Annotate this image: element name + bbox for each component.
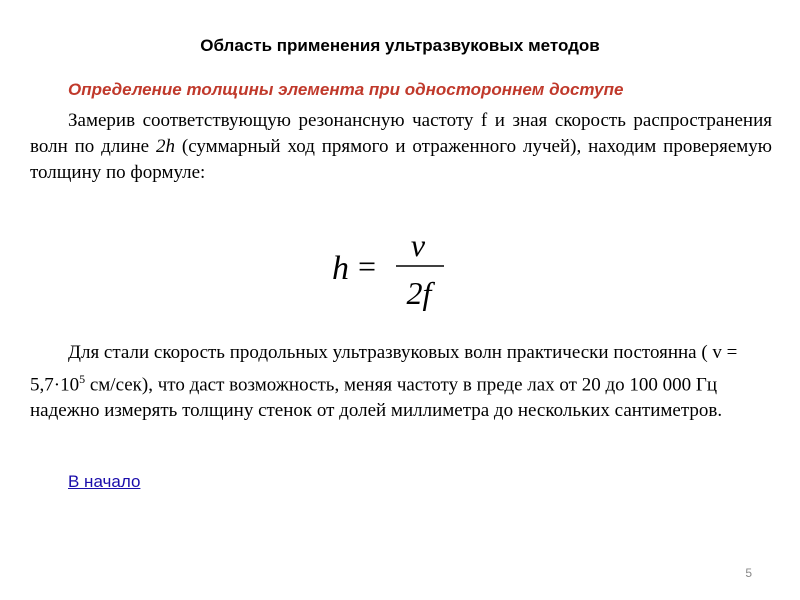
paragraph-text: Замерив соответствующую резонансную частоту f и зная скорость распространения волн по длине bbox=[30, 110, 772, 157]
back-to-start-link[interactable]: В начало bbox=[68, 472, 141, 491]
thickness-formula bbox=[330, 226, 460, 316]
slide-title: Область применения ультразвуковых методов bbox=[200, 36, 600, 55]
formula-denominator: 2f bbox=[406, 275, 432, 311]
variable-2h: 2h bbox=[155, 136, 175, 157]
paragraph-text: Для стали скорость продольных ультразвуковых волн практически постоянна ( v = 5,7·10 bbox=[30, 342, 738, 396]
formula-numerator: v bbox=[410, 227, 426, 263]
formula-lhs: h bbox=[332, 250, 349, 287]
paragraph-text: (суммарный ход прямого и отраженного лучей), находим проверяемую толщину по формуле: bbox=[30, 136, 773, 183]
paragraph-steel bbox=[30, 340, 772, 424]
exponent: 5 bbox=[79, 372, 86, 386]
page-number: 5 bbox=[745, 566, 752, 580]
formula-equals: = bbox=[358, 248, 377, 284]
paragraph-text: см/сек), что даст возможность, меняя частоту в преде лах от 20 до 100 000 Гц надежно измерять толщину стенок от долей миллиметра до нескольких сантиметров. bbox=[30, 374, 723, 422]
paragraph-measurement bbox=[30, 108, 772, 186]
slide-subtitle: Определение толщины элемента при одностороннем доступе bbox=[68, 80, 624, 99]
